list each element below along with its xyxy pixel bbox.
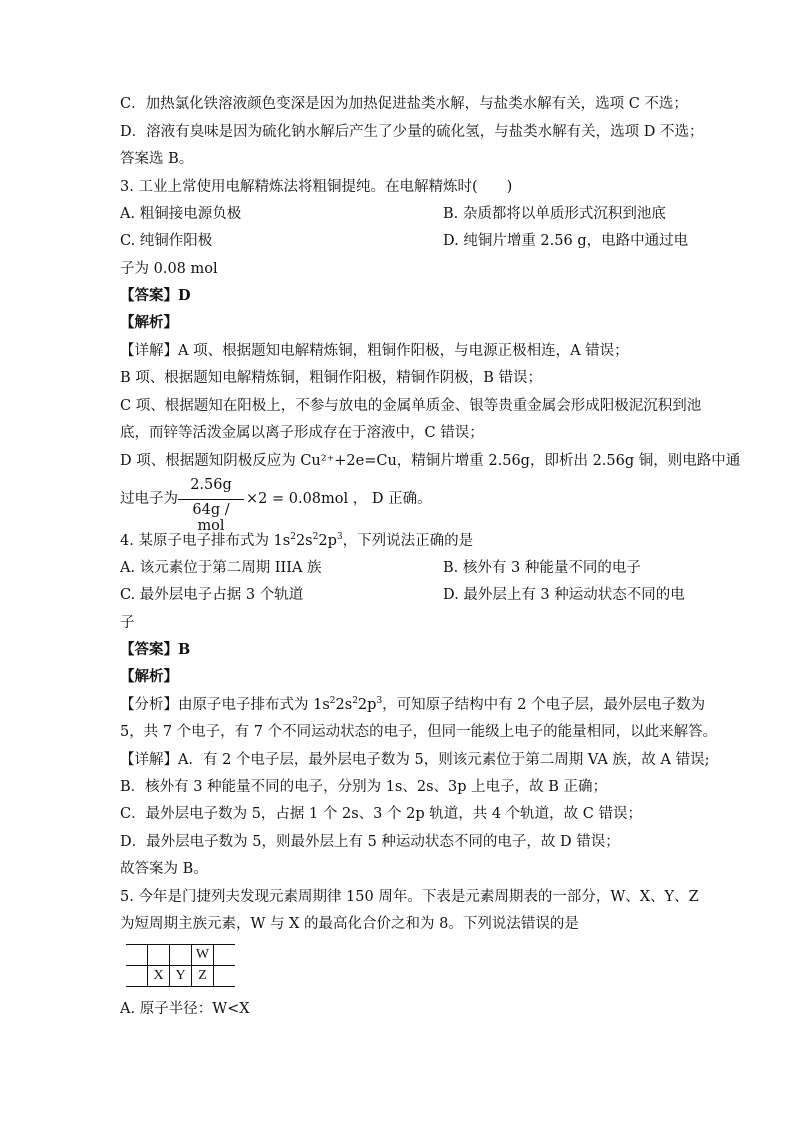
table-cell xyxy=(148,945,170,966)
text-line: D．溶液有臭味是因为硫化钠水解后产生了少量的硫化氢，与盐类水解有关，选项 D 不选； xyxy=(120,124,704,140)
table-cell xyxy=(214,966,236,987)
option-c: C. 纯铜作阳极 xyxy=(120,233,213,249)
option-d: D. 纯铜片增重 2.56 g，电路中通过电 xyxy=(443,233,689,249)
analysis-label: 【解析】 xyxy=(120,668,178,685)
question-3: 3. 工业上常使用电解精炼法将粗铜提纯。在电解精炼时( ) xyxy=(120,179,513,195)
text-line: C．加热氯化铁溶液颜色变深是因为加热促进盐类水解，与盐类水解有关，选项 C 不选； xyxy=(120,96,688,112)
detail-line: C．最外层电子数为 5，占据 1 个 2s、3 个 2p 轨道，共 4 个轨道，故 C 错误； xyxy=(120,806,642,822)
q4-prefix: 4. 某原子电子排布式为 1s xyxy=(120,533,291,549)
answer-label: 【答案】D xyxy=(120,287,191,304)
table-cell: X xyxy=(148,966,170,987)
option-d-cont: 子 xyxy=(120,615,135,631)
detail-line: D 项、根据题知阴极反应为 Cu²⁺+2e=Cu，精铜片增重 2.56g，即析出 2.56g 铜，则电路中通 xyxy=(120,453,741,469)
table-cell xyxy=(126,945,148,966)
option-a: A. 原子半径：W<X xyxy=(120,1001,250,1017)
detail-line: D．最外层电子数为 5，则最外层上有 5 种运动状态不同的电子，故 D 错误； xyxy=(120,834,620,850)
detail-line: 底，而锌等活泼金属以离子形成存在于溶液中，C 错误； xyxy=(120,425,484,441)
question-5: 5. 今年是门捷列夫发现元素周期律 150 周年。下表是元素周期表的一部分，W、X、Y、Z xyxy=(120,889,699,905)
detail-line: 【详解】A 项、根据题知电解精炼铜，粗铜作阳极，与电源正极相连，A 错误； xyxy=(120,343,629,359)
option-d-cont: 子为 0.08 mol xyxy=(120,261,218,277)
detail-line: C 项、根据题知在阳极上，不参与放电的金属单质金、银等贵重金属会形成阳极泥沉积到池 xyxy=(120,398,702,414)
formula-suffix: ×2 = 0.08mol ， D 正确。 xyxy=(246,491,432,507)
table-cell: Z xyxy=(192,966,214,987)
analysis-line: 5，共 7 个电子，有 7 个不同运动状态的电子，但同一能级上电子的能量相同，以此来解答。 xyxy=(120,724,718,740)
detail-line: B 项、根据题知电解精炼铜，粗铜作阳极，精铜作阴极，B 错误； xyxy=(120,370,543,386)
option-a: A. 粗铜接电源负极 xyxy=(120,206,242,222)
table-cell: W xyxy=(192,945,214,966)
detail-line: 【详解】A．有 2 个电子层，最外层电子数为 5，则该元素位于第二周期 VA 族，故 A 错误; xyxy=(120,752,710,768)
analysis-label: 【解析】 xyxy=(120,314,178,331)
fraction-bar xyxy=(178,499,244,500)
table-cell: Y xyxy=(170,966,192,987)
fraction xyxy=(178,477,244,534)
question-4: 4. 某原子电子排布式为 $1s^22s^22p^3$，下列说法正确的是 xyxy=(120,532,474,549)
option-c: C. 最外层电子占据 3 个轨道 xyxy=(120,587,304,603)
table-cell xyxy=(170,945,192,966)
table-row xyxy=(126,945,235,966)
analysis-line: 【分析】由原子电子排布式为 $1s^22s^22p^3$，可知原子结构中有 2 个电子层，最外层电子数为 xyxy=(120,696,706,713)
option-a: A. 该元素位于第二周期 IIIA 族 xyxy=(120,560,322,576)
q4-suffix: ，下列说法正确的是 xyxy=(342,533,474,549)
periodic-table-fragment xyxy=(126,944,235,987)
option-b: B. 杂质都将以单质形式沉积到池底 xyxy=(443,206,666,222)
text-line: 答案选 B。 xyxy=(120,151,194,167)
fraction-denominator: 64g / mol xyxy=(192,502,230,534)
detail-line: 故答案为 B。 xyxy=(120,861,208,877)
table-cell xyxy=(214,945,236,966)
option-d: D. 最外层上有 3 种运动状态不同的电 xyxy=(443,587,685,603)
formula-prefix: 过电子为 xyxy=(120,491,178,507)
fraction-numerator: 2.56g xyxy=(190,477,232,493)
table-cell xyxy=(126,966,148,987)
table-row xyxy=(126,966,235,987)
answer-label: 【答案】B xyxy=(120,641,191,658)
question-5-cont: 为短周期主族元素，W 与 X 的最高化合价之和为 8。下列说法错误的是 xyxy=(120,916,579,932)
option-b: B. 核外有 3 种能量不同的电子 xyxy=(443,560,641,576)
detail-line: B．核外有 3 种能量不同的电子，分别为 1s、2s、3p 上电子，故 B 正确； xyxy=(120,779,608,795)
